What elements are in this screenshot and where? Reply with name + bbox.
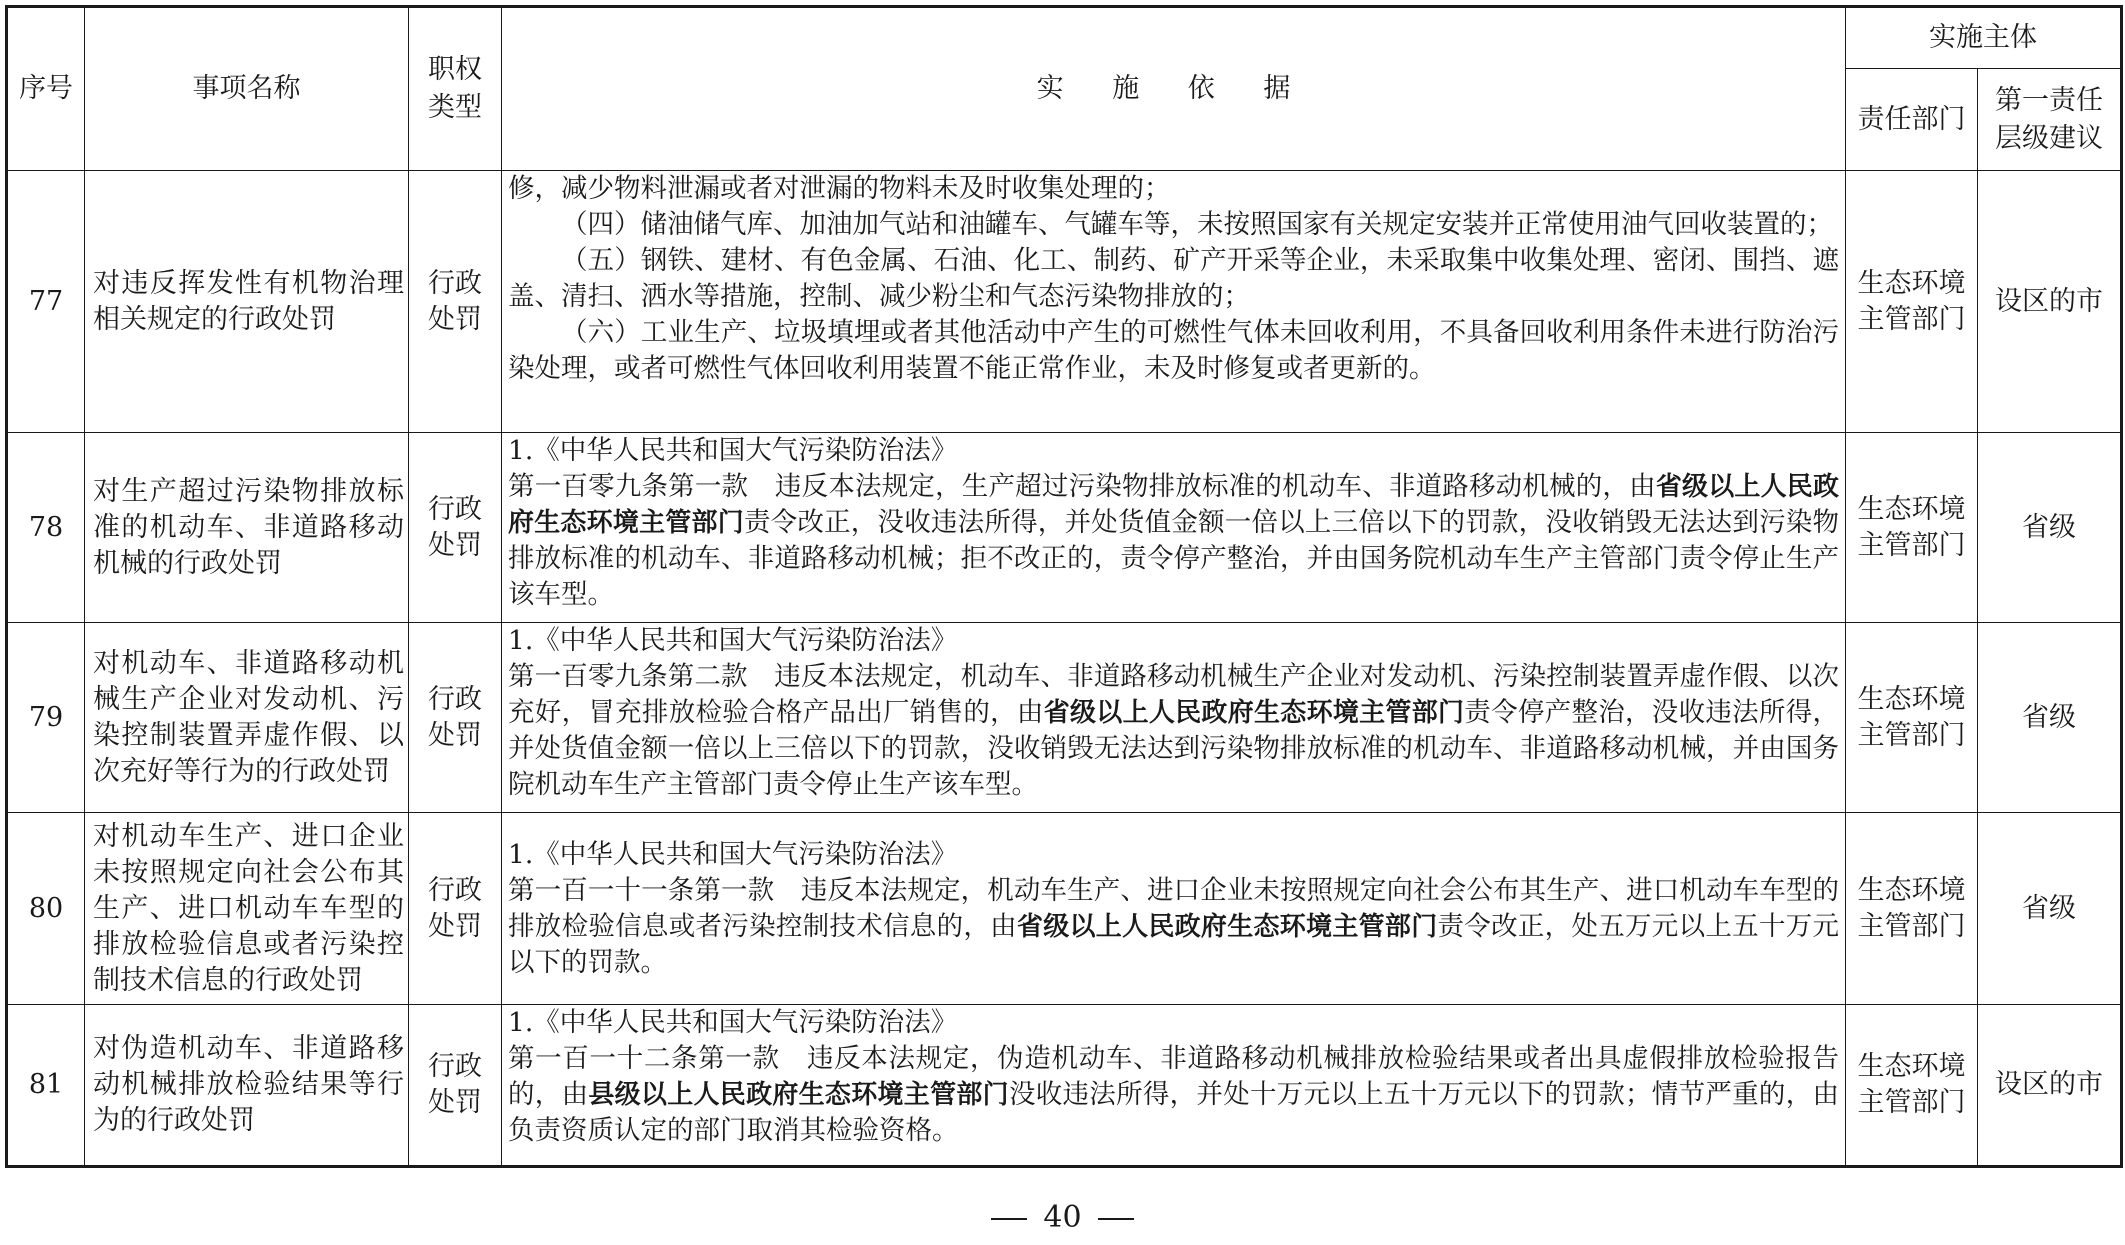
type-line1: 行政 bbox=[428, 493, 482, 525]
type-line2: 处罚 bbox=[428, 1087, 482, 1118]
header-level-line2: 层级建议 bbox=[1995, 122, 2103, 154]
row-dept bbox=[1846, 171, 1978, 433]
basis-paragraph: （四）储油储气库、加油加气站和油罐车、气罐车等，未按照国家有关规定安装并正常使用油气回收装置的； bbox=[561, 209, 1833, 240]
article-text bbox=[508, 659, 1839, 803]
article-text bbox=[508, 469, 1839, 613]
row-level: 省级 bbox=[1978, 623, 2122, 813]
article-text-pre: 第一百零九条第一款 违反本法规定，生产超过污染物排放标准的机动车、非道路移动机械的，由 bbox=[508, 471, 1656, 502]
basis-paragraph: （五）钢铁、建材、有色金属、石油、化工、制药、矿产开采等企业，未采取集中收集处理、密闭、围挡、遮盖、清扫、洒水等措施，控制、减少粉尘和气态污染物排放的； bbox=[508, 245, 1839, 312]
table-header bbox=[7, 7, 2122, 171]
article-text-post: 没收违法所得，并处十万元以上五十万元以下的罚款；情节严重的，由负责资质认定的部门取消其检验资格。 bbox=[508, 1079, 1839, 1146]
row-seq: 79 bbox=[7, 623, 85, 813]
row-dept bbox=[1846, 623, 1978, 813]
header-seq: 序号 bbox=[7, 7, 85, 171]
responsible-authority-highlight: 省级以上人民政府生态环境主管部门 bbox=[1016, 911, 1438, 942]
type-line2: 处罚 bbox=[428, 303, 482, 335]
table-row bbox=[7, 171, 2122, 433]
row-level: 设区的市 bbox=[1978, 171, 2122, 433]
row-seq: 80 bbox=[7, 813, 85, 1005]
row-basis bbox=[502, 813, 1846, 1005]
table-row bbox=[7, 433, 2122, 623]
type-line2: 处罚 bbox=[428, 719, 482, 751]
header-authority-type bbox=[409, 7, 502, 171]
header-subject: 实施主体 bbox=[1846, 7, 2122, 69]
row-dept bbox=[1846, 813, 1978, 1005]
footer-dash-left bbox=[991, 1218, 1027, 1220]
row-authority-type bbox=[409, 623, 502, 813]
row-basis bbox=[502, 171, 1846, 433]
type-line2: 处罚 bbox=[428, 529, 482, 561]
type-line1: 行政 bbox=[428, 1051, 482, 1082]
row-authority-type bbox=[409, 1005, 502, 1167]
article-text-pre: 第一百零九条第二款 违反本法规定，机动车、非道路移动机械生产企业对发动机、污染控制装置弄虚作假、以次充好，冒充排放检验合格产品出厂销售的，由 bbox=[508, 661, 1839, 728]
law-title: 1.《中华人民共和国大气污染防治法》 bbox=[508, 435, 958, 466]
row-seq: 77 bbox=[7, 171, 85, 433]
row-level: 省级 bbox=[1978, 433, 2122, 623]
responsible-authority-highlight: 县级以上人民政府生态环境主管部门 bbox=[588, 1080, 1009, 1110]
law-title: 1.《中华人民共和国大气污染防治法》 bbox=[508, 1007, 958, 1038]
table-body bbox=[7, 171, 2122, 1167]
article-text-post: 责令停产整治，没收违法所得，并处货值金额一倍以上三倍以下的罚款，没收销毁无法达到污染物排放标准的机动车、非道路移动机械，并由国务院机动车生产主管部门责令停止生产该车型。 bbox=[508, 697, 1840, 800]
header-type-line1: 职权 bbox=[428, 54, 482, 85]
law-title: 1.《中华人民共和国大气污染防治法》 bbox=[508, 838, 958, 870]
responsible-authority-highlight: 省级以上人民政府生态环境主管部门 bbox=[508, 472, 1839, 538]
article-text-post: 责令改正，没收违法所得，并处货值金额一倍以上三倍以下的罚款，没收销毁无法达到污染物排放标准的机动车、非道路移动机械；拒不改正的，责令停产整治，并由国务院机动车生产主管部门责令停止生产该车型。 bbox=[508, 507, 1839, 610]
row-basis bbox=[502, 623, 1846, 813]
dept-line1: 生态环境 bbox=[1857, 874, 1966, 906]
article-text-pre: 第一百一十二条第一款 违反本法规定，伪造机动车、非道路移动机械排放检验结果或者出具虚假排放检验报告的，由 bbox=[508, 1043, 1839, 1110]
row-level: 省级 bbox=[1978, 813, 2122, 1005]
type-line1: 行政 bbox=[428, 874, 482, 906]
table-row bbox=[7, 1005, 2122, 1167]
row-item-name: 对伪造机动车、非道路移动机械排放检验结果等行为的行政处罚 bbox=[85, 1005, 409, 1167]
row-level: 设区的市 bbox=[1978, 1005, 2122, 1167]
type-line1: 行政 bbox=[428, 267, 482, 299]
dept-line1: 生态环境 bbox=[1857, 493, 1966, 525]
header-item-name: 事项名称 bbox=[85, 7, 409, 171]
law-title: 1.《中华人民共和国大气污染防治法》 bbox=[508, 625, 958, 656]
row-item-name: 对生产超过污染物排放标准的机动车、非道路移动机械的行政处罚 bbox=[85, 433, 409, 623]
article-text-post: 责令改正，处五万元以上五十万元以下的罚款。 bbox=[508, 910, 1840, 978]
header-level bbox=[1978, 69, 2122, 171]
responsible-authority-highlight: 省级以上人民政府生态环境主管部门 bbox=[1043, 698, 1465, 728]
row-dept bbox=[1846, 433, 1978, 623]
row-authority-type bbox=[409, 171, 502, 433]
row-item-name: 对违反挥发性有机物治理相关规定的行政处罚 bbox=[85, 171, 409, 433]
row-seq: 78 bbox=[7, 433, 85, 623]
row-basis bbox=[502, 1005, 1846, 1167]
page-footer bbox=[0, 1198, 2125, 1238]
dept-line2: 主管部门 bbox=[1857, 910, 1966, 942]
table-row bbox=[7, 623, 2122, 813]
header-level-line1: 第一责任 bbox=[1995, 84, 2103, 116]
type-line1: 行政 bbox=[428, 683, 482, 715]
article-text-pre: 第一百一十一条第一款 违反本法规定，机动车生产、进口企业未按照规定向社会公布其生产、进口机动车车型的排放检验信息或者污染控制技术信息的，由 bbox=[508, 874, 1839, 942]
dept-line1: 生态环境 bbox=[1857, 683, 1966, 715]
basis-paragraph: 修，减少物料泄漏或者对泄漏的物料未及时收集处理的； bbox=[508, 173, 1171, 204]
article-text bbox=[508, 873, 1839, 981]
dept-line2: 主管部门 bbox=[1857, 719, 1966, 751]
footer-dash-right bbox=[1098, 1218, 1134, 1220]
article-text bbox=[508, 1041, 1839, 1149]
row-authority-type bbox=[409, 813, 502, 1005]
page-number: 40 bbox=[1043, 1200, 1082, 1235]
basis-paragraph: （六）工业生产、垃圾填埋或者其他活动中产生的可燃性气体未回收利用，不具备回收利用条件未进行防治污染处理，或者可燃性气体回收利用装置不能正常作业，未及时修复或者更新的。 bbox=[508, 317, 1839, 384]
row-basis bbox=[502, 433, 1846, 623]
header-basis: 实 施 依 据 bbox=[502, 7, 1846, 171]
dept-line2: 主管部门 bbox=[1857, 529, 1966, 561]
header-type-line2: 类型 bbox=[428, 92, 482, 123]
row-seq: 81 bbox=[7, 1005, 85, 1167]
header-dept: 责任部门 bbox=[1846, 69, 1978, 171]
table-row bbox=[7, 813, 2122, 1005]
row-authority-type bbox=[409, 433, 502, 623]
row-item-name: 对机动车生产、进口企业未按照规定向社会公布其生产、进口机动车车型的排放检验信息或者污染控制技术信息的行政处罚 bbox=[85, 813, 409, 1005]
dept-line1: 生态环境 bbox=[1857, 1051, 1966, 1082]
dept-line1: 生态环境 bbox=[1857, 267, 1966, 299]
type-line2: 处罚 bbox=[428, 910, 482, 942]
enforcement-items-table bbox=[5, 5, 2123, 1168]
row-item-name: 对机动车、非道路移动机械生产企业对发动机、污染控制装置弄虚作假、以次充好等行为的行政处罚 bbox=[85, 623, 409, 813]
row-dept bbox=[1846, 1005, 1978, 1167]
dept-line2: 主管部门 bbox=[1857, 303, 1966, 335]
dept-line2: 主管部门 bbox=[1857, 1087, 1966, 1118]
